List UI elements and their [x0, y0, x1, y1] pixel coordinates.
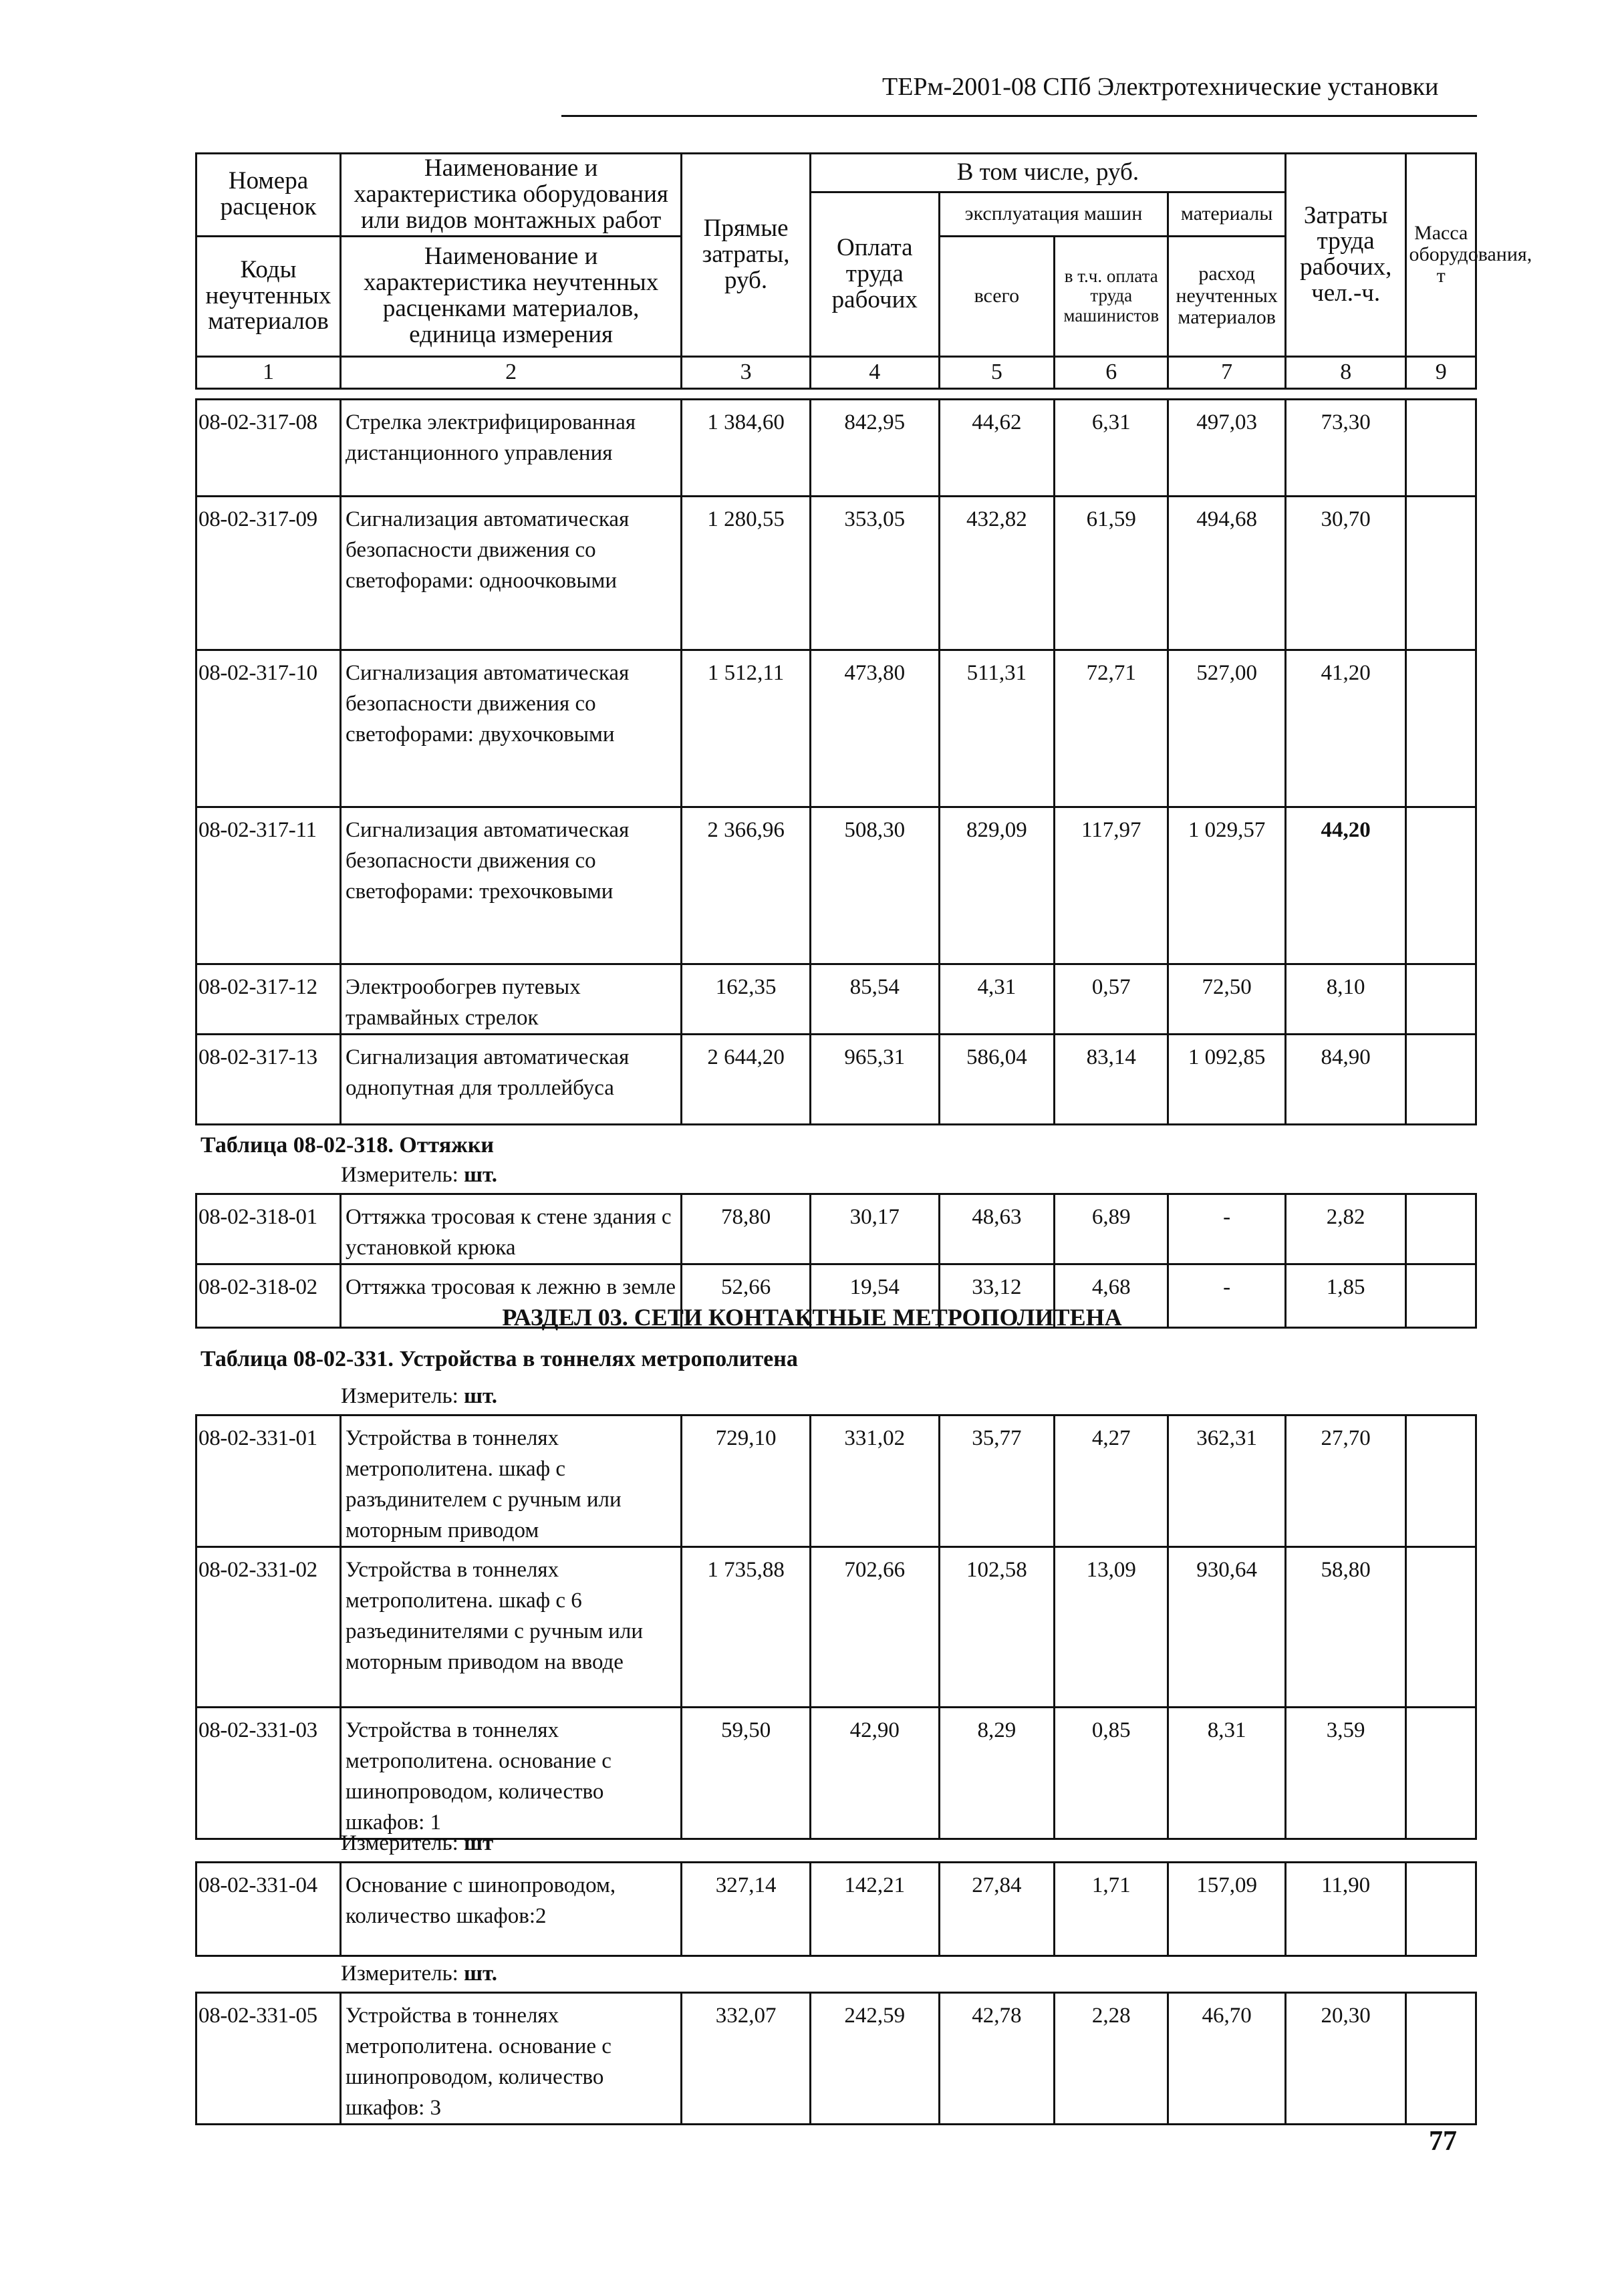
materials-cost: 72,50 [1168, 964, 1285, 1035]
worker-wages: 965,31 [810, 1035, 939, 1125]
machine-cost: 27,84 [939, 1863, 1054, 1956]
col-header-group: В том числе, руб. [810, 154, 1285, 192]
rate-code: 08-02-317-10 [196, 650, 341, 807]
table-row [196, 1416, 1476, 1547]
direct-cost: 78,80 [682, 1194, 811, 1264]
rates-table-331-part3 [195, 1992, 1477, 2125]
rate-code: 08-02-331-02 [196, 1547, 341, 1708]
work-name: Электрообогрев путевых трамвайных стрелок [341, 964, 682, 1035]
unit-label-318: Измеритель: шт. [341, 1163, 497, 1187]
col-header-direct: Прямые затраты, руб. [682, 154, 811, 357]
work-name: Оттяжка тросовая к стене здания с установкой крюка [341, 1194, 682, 1264]
labor-hours: 8,10 [1285, 964, 1406, 1035]
direct-cost: 59,50 [682, 1708, 811, 1839]
materials-cost: 1 092,85 [1168, 1035, 1285, 1125]
table-row [196, 1863, 1476, 1956]
rate-code: 08-02-317-08 [196, 400, 341, 497]
machine-cost: 511,31 [939, 650, 1054, 807]
work-name: Устройства в тоннелях метрополитена. шкаф с 6 разъединителями с ручным или моторным приводом на вводе [341, 1547, 682, 1708]
worker-wages: 42,90 [810, 1708, 939, 1839]
machine-cost: 4,31 [939, 964, 1054, 1035]
col-number: 8 [1285, 356, 1406, 388]
direct-cost: 729,10 [682, 1416, 811, 1547]
worker-wages: 85,54 [810, 964, 939, 1035]
materials-cost: 497,03 [1168, 400, 1285, 497]
machine-cost: 586,04 [939, 1035, 1054, 1125]
col-number: 6 [1055, 356, 1168, 388]
rates-table-331-part2 [195, 1861, 1477, 1957]
materials-cost: 362,31 [1168, 1416, 1285, 1547]
machinist-wages: 4,68 [1055, 1264, 1168, 1328]
materials-cost: 1 029,57 [1168, 807, 1285, 964]
direct-cost: 1 384,60 [682, 400, 811, 497]
col-header-code-materials: Коды неучтенных материалов [196, 236, 341, 356]
labor-hours: 84,90 [1285, 1035, 1406, 1125]
rate-code: 08-02-318-02 [196, 1264, 341, 1328]
materials-cost: - [1168, 1194, 1285, 1264]
equipment-mass [1406, 1035, 1476, 1125]
materials-cost: 930,64 [1168, 1547, 1285, 1708]
direct-cost: 327,14 [682, 1863, 811, 1956]
col-header-materials-group: материалы [1168, 192, 1285, 237]
table-caption-331: Таблица 08-02-331. Устройства в тоннелях метрополитена [200, 1347, 798, 1371]
labor-hours: 73,30 [1285, 400, 1406, 497]
work-name: Сигнализация автоматическая безопасности движения со светофорами: трехочковыми [341, 807, 682, 964]
col-number: 5 [939, 356, 1054, 388]
table-row [196, 497, 1476, 650]
rate-code: 08-02-317-12 [196, 964, 341, 1035]
labor-hours: 41,20 [1285, 650, 1406, 807]
col-number: 2 [341, 356, 682, 388]
equipment-mass [1406, 964, 1476, 1035]
header-rule [561, 115, 1477, 117]
direct-cost: 332,07 [682, 1993, 811, 2125]
worker-wages: 473,80 [810, 650, 939, 807]
machine-cost: 33,12 [939, 1264, 1054, 1328]
col-number: 7 [1168, 356, 1285, 388]
worker-wages: 19,54 [810, 1264, 939, 1328]
machine-cost: 42,78 [939, 1993, 1054, 2125]
unit-label-331-2: Измеритель: шт [341, 1831, 494, 1855]
labor-hours: 44,20 [1285, 807, 1406, 964]
machine-cost: 432,82 [939, 497, 1054, 650]
col-header-mass: Масса оборудования, т [1406, 154, 1476, 357]
machinist-wages: 72,71 [1055, 650, 1168, 807]
materials-cost: - [1168, 1264, 1285, 1328]
running-header: ТЕРм-2001-08 СПб Электротехнические установки [882, 73, 1439, 101]
direct-cost: 1 280,55 [682, 497, 811, 650]
work-name: Устройства в тоннелях метрополитена. шкаф с разъдинителем с ручным или моторным приводом [341, 1416, 682, 1547]
col-header-labor: Затраты труда рабочих, чел.-ч. [1285, 154, 1406, 357]
section-title: РАЗДЕЛ 03. СЕТИ КОНТАКТНЫЕ МЕТРОПОЛИТЕНА [502, 1304, 1122, 1331]
machinist-wages: 6,31 [1055, 400, 1168, 497]
labor-hours: 2,82 [1285, 1194, 1406, 1264]
equipment-mass [1406, 807, 1476, 964]
direct-cost: 2 366,96 [682, 807, 811, 964]
rate-code: 08-02-317-13 [196, 1035, 341, 1125]
machine-cost: 829,09 [939, 807, 1054, 964]
direct-cost: 162,35 [682, 964, 811, 1035]
col-header-materials: расход неучтенных материалов [1168, 236, 1285, 356]
table-caption-318: Таблица 08-02-318. Оттяжки [200, 1133, 495, 1158]
labor-hours: 58,80 [1285, 1547, 1406, 1708]
work-name: Устройства в тоннелях метрополитена. основание с шинопроводом, количество шкафов: 3 [341, 1993, 682, 2125]
col-header-machines-total: всего [939, 236, 1054, 356]
machine-cost: 102,58 [939, 1547, 1054, 1708]
labor-hours: 1,85 [1285, 1264, 1406, 1328]
equipment-mass [1406, 1547, 1476, 1708]
labor-hours: 27,70 [1285, 1416, 1406, 1547]
rate-code: 08-02-317-11 [196, 807, 341, 964]
worker-wages: 842,95 [810, 400, 939, 497]
work-name: Сигнализация автоматическая безопасности движения со светофорами: двухочковыми [341, 650, 682, 807]
worker-wages: 353,05 [810, 497, 939, 650]
machinist-wages: 2,28 [1055, 1993, 1168, 2125]
direct-cost: 1 735,88 [682, 1547, 811, 1708]
machine-cost: 44,62 [939, 400, 1054, 497]
unit-label-331-3: Измеритель: шт. [341, 1962, 497, 1986]
table-row [196, 807, 1476, 964]
rate-code: 08-02-331-01 [196, 1416, 341, 1547]
rate-code: 08-02-331-03 [196, 1708, 341, 1839]
worker-wages: 331,02 [810, 1416, 939, 1547]
machinist-wages: 117,97 [1055, 807, 1168, 964]
rate-code: 08-02-318-01 [196, 1194, 341, 1264]
col-header-machinists: в т.ч. оплата труда машинистов [1055, 236, 1168, 356]
page-number: 77 [1429, 2126, 1457, 2157]
rate-code: 08-02-331-05 [196, 1993, 341, 2125]
direct-cost: 52,66 [682, 1264, 811, 1328]
equipment-mass [1406, 1863, 1476, 1956]
work-name: Стрелка электрифицированная дистанционного управления [341, 400, 682, 497]
col-number: 3 [682, 356, 811, 388]
col-header-name-materials: Наименование и характеристика неучтенных расценками материалов, единица измерения [341, 236, 682, 356]
col-header-name: Наименование и характеристика оборудования или видов монтажных работ [341, 154, 682, 237]
column-header-table [195, 152, 1532, 390]
col-header-codes: Номера расценок [196, 154, 341, 237]
machinist-wages: 0,85 [1055, 1708, 1168, 1839]
table-row [196, 1035, 1476, 1125]
machinist-wages: 83,14 [1055, 1035, 1168, 1125]
col-number: 4 [810, 356, 939, 388]
machine-cost: 48,63 [939, 1194, 1054, 1264]
equipment-mass [1406, 1416, 1476, 1547]
labor-hours: 20,30 [1285, 1993, 1406, 2125]
work-name: Оттяжка тросовая к лежню в земле [341, 1264, 682, 1328]
equipment-mass [1406, 1194, 1476, 1264]
work-name: Основание с шинопроводом, количество шкафов:2 [341, 1863, 682, 1956]
worker-wages: 702,66 [810, 1547, 939, 1708]
work-name: Устройства в тоннелях метрополитена. основание с шинопроводом, количество шкафов: 1 [341, 1708, 682, 1839]
table-row [196, 1708, 1476, 1839]
equipment-mass [1406, 1993, 1476, 2125]
unit-label-331: Измеритель: шт. [341, 1384, 497, 1408]
materials-cost: 157,09 [1168, 1863, 1285, 1956]
work-name: Сигнализация автоматическая однопутная для троллейбуса [341, 1035, 682, 1125]
worker-wages: 242,59 [810, 1993, 939, 2125]
rate-code: 08-02-331-04 [196, 1863, 341, 1956]
materials-cost: 46,70 [1168, 1993, 1285, 2125]
machinist-wages: 6,89 [1055, 1194, 1168, 1264]
rates-table-331 [195, 1414, 1477, 1840]
worker-wages: 508,30 [810, 807, 939, 964]
materials-cost: 8,31 [1168, 1708, 1285, 1839]
worker-wages: 142,21 [810, 1863, 939, 1956]
labor-hours: 3,59 [1285, 1708, 1406, 1839]
labor-hours: 30,70 [1285, 497, 1406, 650]
work-name: Сигнализация автоматическая безопасности движения со светофорами: одноочковыми [341, 497, 682, 650]
machinist-wages: 1,71 [1055, 1863, 1168, 1956]
direct-cost: 2 644,20 [682, 1035, 811, 1125]
machinist-wages: 61,59 [1055, 497, 1168, 650]
equipment-mass [1406, 400, 1476, 497]
col-header-machines-group: эксплуатация машин [939, 192, 1168, 237]
rate-code: 08-02-317-09 [196, 497, 341, 650]
machinist-wages: 0,57 [1055, 964, 1168, 1035]
machinist-wages: 4,27 [1055, 1416, 1168, 1547]
table-row [196, 1547, 1476, 1708]
col-number: 1 [196, 356, 341, 388]
materials-cost: 527,00 [1168, 650, 1285, 807]
col-header-wages: Оплата труда рабочих [810, 192, 939, 357]
table-row [196, 1194, 1476, 1264]
equipment-mass [1406, 650, 1476, 807]
equipment-mass [1406, 1708, 1476, 1839]
rates-table-317 [195, 398, 1477, 1125]
worker-wages: 30,17 [810, 1194, 939, 1264]
direct-cost: 1 512,11 [682, 650, 811, 807]
materials-cost: 494,68 [1168, 497, 1285, 650]
equipment-mass [1406, 497, 1476, 650]
machine-cost: 35,77 [939, 1416, 1054, 1547]
table-row [196, 400, 1476, 497]
col-number: 9 [1406, 356, 1476, 388]
machine-cost: 8,29 [939, 1708, 1054, 1839]
table-row [196, 650, 1476, 807]
machinist-wages: 13,09 [1055, 1547, 1168, 1708]
table-row [196, 964, 1476, 1035]
labor-hours: 11,90 [1285, 1863, 1406, 1956]
table-row [196, 1993, 1476, 2125]
